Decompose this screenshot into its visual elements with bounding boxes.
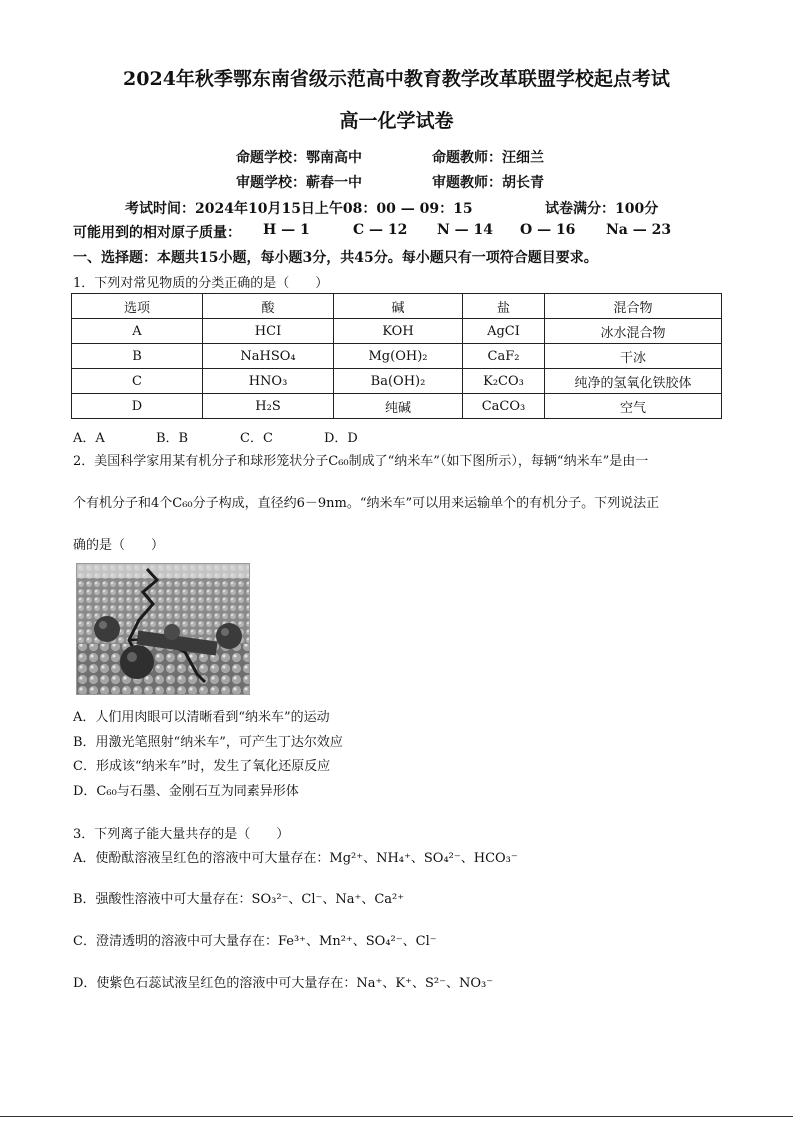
q2-stem-line3: 确的是（ ） (73, 538, 165, 553)
table-cell: HCI (203, 319, 334, 344)
q2-option-c: C．形成该“纳米车”时，发生了氧化还原反应 (73, 759, 331, 774)
atomic-mass-h: H — 1 (263, 222, 310, 238)
atomic-mass-c: C — 12 (353, 222, 408, 238)
table-cell: H₂S (203, 394, 334, 419)
atomic-mass-label: 可能用到的相对原子质量： (73, 225, 241, 241)
table-row (72, 319, 722, 344)
table-cell: D (72, 394, 203, 419)
table-cell: 干冰 (545, 344, 722, 369)
q1-option-c: C．C (240, 431, 273, 446)
q2-option-b: B．用激光笔照射“纳米车”，可产生丁达尔效应 (73, 735, 343, 750)
table-header-cell: 选项 (72, 294, 203, 319)
q1-stem: 1．下列对常见物质的分类正确的是（ ） (73, 276, 329, 291)
table-cell: 纯碱 (334, 394, 463, 419)
atomic-mass-na: Na — 23 (606, 222, 672, 238)
q2-option-a: A．人们用肉眼可以清晰看到“纳米车”的运动 (73, 710, 330, 725)
table-header-cell: 混合物 (545, 294, 722, 319)
table-cell: CaCO₃ (463, 394, 545, 419)
proposing-teacher: 命题教师：汪细兰 (432, 150, 544, 166)
table-cell: Mg(OH)₂ (334, 344, 463, 369)
table-cell: NaHSO₄ (203, 344, 334, 369)
q3-option-a: A．使酚酞溶液呈红色的溶液中可大量存在：Mg²⁺、NH₄⁺、SO₄²⁻、HCO₃⁻ (73, 851, 518, 866)
review-teacher: 审题教师：胡长青 (432, 175, 544, 191)
table-cell: A (72, 319, 203, 344)
table-cell: 空气 (545, 394, 722, 419)
table-cell: HNO₃ (203, 369, 334, 394)
exam-title: 2024年秋季鄂东南省级示范高中教育教学改革联盟学校起点考试 (123, 68, 670, 90)
table-cell: K₂CO₃ (463, 369, 545, 394)
q2-option-d: D．C₆₀与石墨、金刚石互为同素异形体 (73, 784, 299, 799)
atomic-mass-n: N — 14 (437, 222, 494, 238)
table-cell: AgCI (463, 319, 545, 344)
table-cell: C (72, 369, 203, 394)
section-heading: 一、选择题：本题共15小题，每小题3分，共45分。每小题只有一项符合题目要求。 (73, 250, 598, 266)
q2-stem-line1: 2．美国科学家用某有机分子和球形笼状分子C₆₀制成了“纳米车”（如下图所示），每辆“纳米车”是由一 (73, 454, 649, 469)
table-cell: B (72, 344, 203, 369)
q3-option-d: D．使紫色石蕊试液呈红色的溶液中可大量存在：Na⁺、K⁺、S²⁻、NO₃⁻ (73, 976, 494, 991)
full-score: 试卷满分：100分 (545, 201, 659, 217)
q3-stem: 3．下列离子能大量共存的是（ ） (73, 827, 290, 842)
table-row (72, 369, 722, 394)
q1-option-b: B．B (156, 431, 189, 446)
q3-option-b: B．强酸性溶液中可大量存在：SO₃²⁻、Cl⁻、Na⁺、Ca²⁺ (73, 892, 405, 907)
review-school: 审题学校：蕲春一中 (236, 175, 362, 191)
table-row (72, 394, 722, 419)
table-header-cell: 碱 (334, 294, 463, 319)
exam-time: 考试时间：2024年10月15日上午08：00 — 09：15 (125, 201, 473, 217)
classification-table (71, 293, 722, 419)
nanocar-image (76, 563, 250, 695)
table-header-cell: 酸 (203, 294, 334, 319)
table-header-row (72, 294, 722, 319)
q1-option-d: D．D (324, 431, 358, 446)
table-cell: KOH (334, 319, 463, 344)
atomic-mass-o: O — 16 (520, 222, 576, 238)
q2-stem-line2: 个有机分子和4个C₆₀分子构成，直径约6－9nm。“纳米车”可以用来运输单个的有机分子。下列说法正 (73, 496, 660, 511)
q1-option-a: A．A (73, 431, 105, 446)
table-cell: 纯净的氢氧化铁胶体 (545, 369, 722, 394)
table-cell: Ba(OH)₂ (334, 369, 463, 394)
proposing-school: 命题学校：鄂南高中 (236, 150, 362, 166)
table-cell: 冰水混合物 (545, 319, 722, 344)
q3-option-c: C．澄清透明的溶液中可大量存在：Fe³⁺、Mn²⁺、SO₄²⁻、Cl⁻ (73, 934, 437, 949)
bottom-divider (0, 1116, 793, 1117)
exam-subtitle: 高一化学试卷 (339, 110, 454, 132)
table-row (72, 344, 722, 369)
table-cell: CaF₂ (463, 344, 545, 369)
table-header-cell: 盐 (463, 294, 545, 319)
